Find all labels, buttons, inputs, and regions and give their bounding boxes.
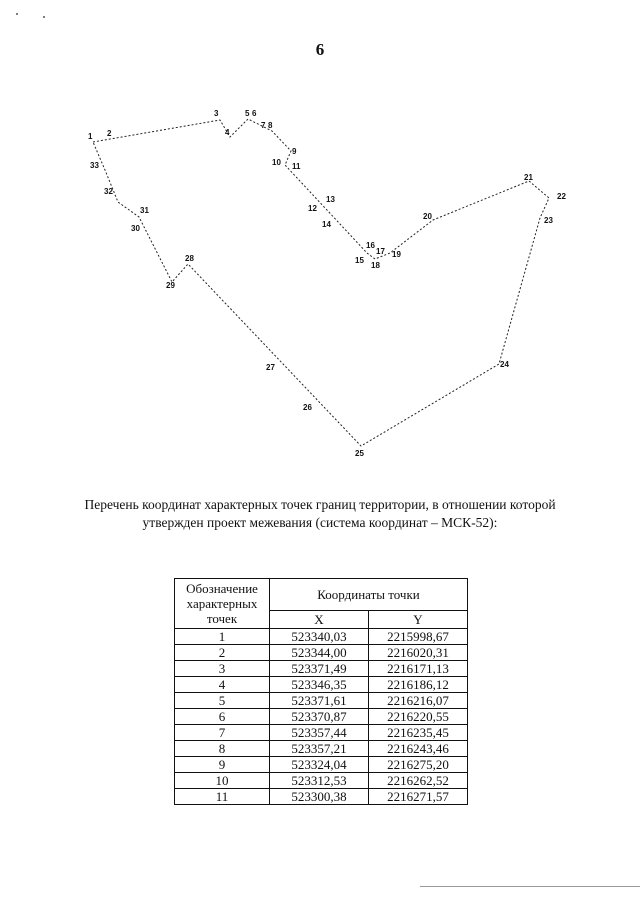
cell-point: 7: [175, 725, 270, 741]
cell-point: 8: [175, 741, 270, 757]
point-label: 17: [376, 247, 385, 256]
cell-x: 523340,03: [270, 629, 369, 645]
point-label: 11: [292, 162, 301, 171]
cell-y: 2216235,45: [369, 725, 468, 741]
cell-x: 523357,21: [270, 741, 369, 757]
point-label: 7: [261, 121, 266, 130]
cell-y: 2216271,57: [369, 789, 468, 805]
table-row: [175, 789, 468, 805]
point-label: 27: [266, 363, 275, 372]
cell-x: 523357,44: [270, 725, 369, 741]
cell-x: 523370,87: [270, 709, 369, 725]
cell-point: 9: [175, 757, 270, 773]
scan-speck: [43, 16, 45, 18]
cell-y: 2216186,12: [369, 677, 468, 693]
cell-x: 523312,53: [270, 773, 369, 789]
table-row: [175, 725, 468, 741]
boundary-outline: [93, 119, 549, 446]
point-label: 9: [292, 147, 297, 156]
point-label: 22: [557, 192, 566, 201]
boundary-plan: [0, 95, 640, 475]
table-row: [175, 757, 468, 773]
cell-y: 2216216,07: [369, 693, 468, 709]
point-label: 25: [355, 449, 364, 458]
cell-point: 5: [175, 693, 270, 709]
point-label: 32: [104, 187, 113, 196]
point-label: 31: [140, 206, 149, 215]
cell-point: 3: [175, 661, 270, 677]
point-label: 6: [252, 109, 257, 118]
point-label: 4: [225, 128, 230, 137]
point-label: 28: [185, 254, 194, 263]
point-label: 13: [326, 195, 335, 204]
point-label: 10: [272, 158, 281, 167]
header-coordinates: Координаты точки: [270, 579, 468, 611]
cell-x: 523324,04: [270, 757, 369, 773]
table-row: [175, 677, 468, 693]
page-number: 6: [315, 40, 325, 59]
point-label: 16: [366, 241, 375, 250]
cell-x: 523300,38: [270, 789, 369, 805]
point-label: 8: [268, 121, 273, 130]
table-row: [175, 741, 468, 757]
table-row: [175, 661, 468, 677]
point-label: 33: [90, 161, 99, 170]
point-label: 15: [355, 256, 364, 265]
header-y: Y: [369, 610, 468, 628]
point-labels: [88, 109, 566, 458]
cell-x: 523344,00: [270, 645, 369, 661]
point-label: 24: [500, 360, 509, 369]
cell-point: 2: [175, 645, 270, 661]
point-label: 5: [245, 109, 250, 118]
cell-point: 4: [175, 677, 270, 693]
point-label: 30: [131, 224, 140, 233]
table-row: [175, 629, 468, 645]
cell-y: 2216275,20: [369, 757, 468, 773]
caption-text: Перечень координат характерных точек границ территории, в отношении которой утвержден проект межевания (система координат – МСК-52):: [84, 497, 556, 530]
cell-point: 1: [175, 629, 270, 645]
cell-x: 523346,35: [270, 677, 369, 693]
point-label: 3: [214, 109, 219, 118]
table-row: [175, 693, 468, 709]
point-label: 18: [371, 261, 380, 270]
bottom-rule: [420, 886, 640, 887]
point-label: 2: [107, 129, 112, 138]
header-point-name: Обозначение характерных точек: [175, 579, 270, 629]
point-label: 29: [166, 281, 175, 290]
cell-x: 523371,49: [270, 661, 369, 677]
cell-point: 11: [175, 789, 270, 805]
cell-point: 10: [175, 773, 270, 789]
point-label: 1: [88, 132, 93, 141]
cell-x: 523371,61: [270, 693, 369, 709]
point-label: 26: [303, 403, 312, 412]
cell-y: 2215998,67: [369, 629, 468, 645]
cell-y: 2216220,55: [369, 709, 468, 725]
point-label: 14: [322, 220, 331, 229]
table-row: [175, 645, 468, 661]
cell-y: 2216171,13: [369, 661, 468, 677]
table-row: [175, 773, 468, 789]
cell-y: 2216262,52: [369, 773, 468, 789]
point-label: 12: [308, 204, 317, 213]
point-label: 19: [392, 250, 401, 259]
scan-speck: [16, 13, 18, 15]
coordinates-table: [174, 578, 468, 805]
point-label: 23: [544, 216, 553, 225]
cell-point: 6: [175, 709, 270, 725]
header-x: X: [270, 610, 369, 628]
cell-y: 2216243,46: [369, 741, 468, 757]
table-row: [175, 709, 468, 725]
point-label: 20: [423, 212, 432, 221]
cell-y: 2216020,31: [369, 645, 468, 661]
point-label: 21: [524, 173, 533, 182]
